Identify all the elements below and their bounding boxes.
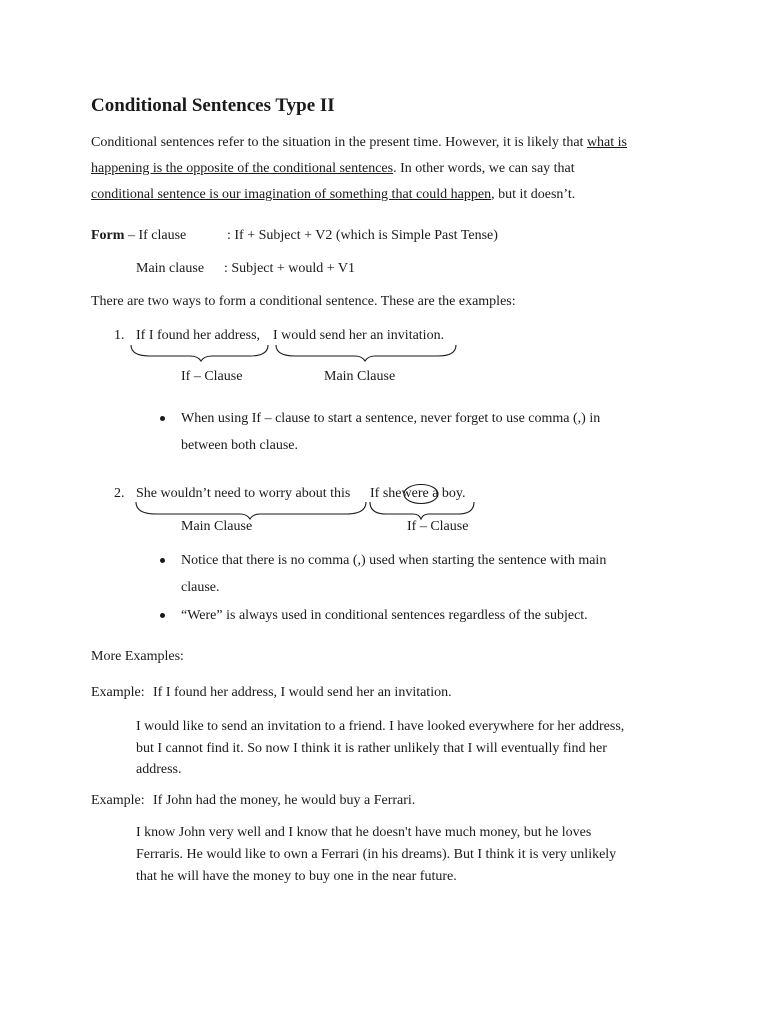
example-a-explanation-line-1: I would like to send an invitation to a friend. I have looked everywhere for her address, bbox=[136, 719, 625, 734]
form-label: Form bbox=[91, 228, 125, 243]
intro-underlined-text: what is bbox=[586, 135, 627, 150]
example-1-note-line-1: When using If – clause to start a sentence, never forget to use comma (,) in bbox=[181, 411, 601, 426]
example-1-main-part: I would send her an invitation. bbox=[273, 328, 445, 343]
page-title: Conditional Sentences Type II bbox=[91, 95, 335, 116]
example-2-note-2: “Were” is always used in conditional sentences regardless of the subject. bbox=[181, 608, 588, 623]
example-2-if-clause-label: If – Clause bbox=[407, 519, 469, 534]
if-clause-start: If she bbox=[370, 486, 402, 501]
example-b-sentence: If John had the money, he would buy a Ferrari. bbox=[153, 793, 416, 808]
form-if-clause-label: – If clause bbox=[124, 228, 187, 243]
circled-word-were: were bbox=[401, 486, 429, 501]
intro-text: Conditional sentences refer to the situation in the present time. However, it is likely that bbox=[91, 135, 587, 150]
example-a-explanation-line-2: but I cannot find it. So now I think it is rather unlikely that I will eventually find her bbox=[136, 741, 607, 756]
if-clause-end: a boy. bbox=[432, 486, 466, 501]
intro-underlined-text: happening is the opposite of the conditional sentences bbox=[91, 161, 394, 176]
form-main-formula: : Subject + would + V1 bbox=[224, 261, 356, 276]
ways-intro: There are two ways to form a conditional sentence. These are the examples: bbox=[91, 294, 516, 309]
example-2-main-clause-label: Main Clause bbox=[181, 519, 253, 534]
example-1-if-part: If I found her address, bbox=[136, 328, 261, 343]
brace-under-example-2-main-clause bbox=[136, 502, 366, 519]
example-1-number: 1. bbox=[114, 328, 125, 343]
brace-under-example-1-main-clause bbox=[276, 345, 456, 361]
example-b-explanation-line-1: I know John very well and I know that he doesn't have much money, but he loves bbox=[136, 825, 592, 840]
form-if-formula: : If + Subject + V2 (which is Simple Past Tense) bbox=[227, 228, 498, 243]
example-a-sentence: If I found her address, I would send her an invitation. bbox=[153, 685, 452, 700]
example-a-label: Example: bbox=[91, 685, 145, 700]
intro-text: . In other words, we can say that bbox=[393, 161, 575, 176]
example-b-explanation-line-3: that he will have the money to buy one in the near future. bbox=[136, 869, 457, 884]
example-1-main-clause-label: Main Clause bbox=[324, 369, 396, 384]
more-examples-heading: More Examples: bbox=[91, 649, 184, 664]
example-b-explanation-line-2: Ferraris. He would like to own a Ferrari (in his dreams). But I think it is very unlikely bbox=[136, 847, 617, 862]
form-main-clause-label: Main clause bbox=[136, 261, 205, 276]
brace-under-example-1-if-clause bbox=[131, 345, 268, 361]
example-b-label: Example: bbox=[91, 793, 145, 808]
brace-under-example-2-if-clause bbox=[370, 502, 474, 519]
example-2-note-1-line-2: clause. bbox=[181, 580, 220, 595]
example-2-note-1-line-1: Notice that there is no comma (,) used when starting the sentence with main bbox=[181, 553, 607, 568]
example-2-main-part: She wouldn’t need to worry about this bbox=[136, 486, 351, 501]
example-1-note-line-2: between both clause. bbox=[181, 438, 299, 453]
example-2-number: 2. bbox=[114, 486, 125, 501]
example-1-if-clause-label: If – Clause bbox=[181, 369, 243, 384]
intro-text: , but it doesn’t. bbox=[491, 187, 576, 202]
example-a-explanation-line-3: address. bbox=[136, 762, 182, 777]
intro-underlined-text: conditional sentence is our imagination of something that could happen bbox=[91, 187, 492, 202]
circle-around-were bbox=[401, 485, 438, 504]
